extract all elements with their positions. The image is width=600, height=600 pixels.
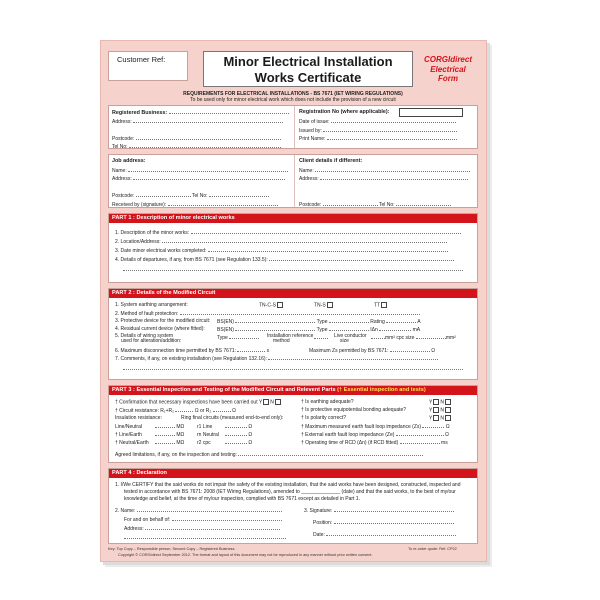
declaration-line-2: tested in accordance with BS 7671: 2008 (IET Wiring Regulations), amended to ______________ (date) and that the said works, to the best of my/our <box>124 489 456 495</box>
idn-field[interactable] <box>379 326 411 331</box>
earthing-label: 1. System earthing arrangement: <box>115 302 188 308</box>
declaration-line-3: knowledge and belief, at the time of my/our inspection, complied with BS 7671 except as detailed in Part 1. <box>124 496 360 502</box>
tns-label: TN-S <box>314 302 326 309</box>
zs-measured-label: † Maximum measured earth fault loop impedance (Zs) <box>301 424 422 430</box>
footer-key: Key: Top Copy – Responsible person. Second Copy – Registered Business. <box>108 547 236 551</box>
bonding-adequate-label: † Is protective equipotential bonding adequate? <box>301 407 407 413</box>
confirmation-label: † Confirmation that necessary inspections have been carried out <box>115 399 258 406</box>
disconnection-label: 6. Maximum disconnection time permitted by BS 7671: <box>115 348 236 354</box>
ring-final-label: Ring final circuits (measured end-to-end only): <box>181 415 284 421</box>
part1-item-1-field[interactable] <box>191 229 461 234</box>
comments-extra-line[interactable] <box>123 365 463 370</box>
reg-tel-field[interactable] <box>129 143 281 148</box>
rcd-label: 4. Residual current device (where fitted): <box>115 326 205 332</box>
part4-title: PART 4 : Declaration <box>109 469 477 478</box>
r1-line-field[interactable] <box>225 423 247 428</box>
client-postcode-label: Postcode: <box>299 202 322 208</box>
registered-business-field[interactable] <box>169 109 289 114</box>
rating-field[interactable] <box>386 318 416 323</box>
reg-postcode-label: Postcode: <box>112 136 135 142</box>
zs-measured-unit: Ω <box>445 424 450 430</box>
brand-logo <box>418 55 478 84</box>
confirm-no-checkbox[interactable] <box>275 399 281 405</box>
circuit-resistance-label: † Circuit resistance: R₁+R₂ <box>115 408 175 414</box>
brand-line-1: CORGIdirect <box>423 55 472 64</box>
r2-label: Ω or R₂ <box>194 408 212 414</box>
part1-item-2-field[interactable] <box>162 238 447 243</box>
job-postcode-field[interactable] <box>136 192 191 197</box>
polarity-no-checkbox[interactable] <box>445 415 451 421</box>
ze-unit: Ω <box>445 432 449 438</box>
rn-unit: Ω <box>248 432 253 438</box>
insulation-label: Insulation resistance: <box>115 415 162 421</box>
irm-field[interactable] <box>314 334 328 339</box>
brand-line-3: Form <box>438 74 458 83</box>
ze-label: † External earth fault loop impedance (Ze) <box>301 432 395 438</box>
decl-address-line-2[interactable] <box>124 534 286 539</box>
part1-item-4-field[interactable] <box>269 256 454 261</box>
client-address-label: Address: <box>299 176 319 182</box>
part1-item-1: 1. Description of the minor works: <box>115 230 190 236</box>
rcd-time-label: † Operating time of RCD (Δn) (if RCD fitted) <box>301 440 399 446</box>
r2-cpc-unit: Ω <box>248 440 253 446</box>
r2-cpc-field[interactable] <box>225 439 247 444</box>
zs-field[interactable] <box>390 347 430 352</box>
print-name-field[interactable] <box>327 135 457 140</box>
part1-panel <box>108 213 478 283</box>
rating-label: Rating <box>370 319 385 325</box>
reg-no-label: Registration No (where applicable): <box>299 109 390 115</box>
zs-measured-field[interactable] <box>422 423 444 428</box>
bsen-label: BS(EN) <box>217 319 234 325</box>
ma-unit: mA <box>412 327 421 333</box>
received-by-field[interactable] <box>168 201 278 206</box>
ms-unit: ms <box>441 440 448 446</box>
reg-tel-label: Tel No: <box>112 144 128 150</box>
line-earth-field[interactable] <box>155 431 175 436</box>
certificate-sheet <box>100 40 487 562</box>
behalf-label: For and on behalf of: <box>124 517 171 523</box>
agreed-limitations-field[interactable] <box>238 451 423 456</box>
wiring-label-2: used for alteration/addition: <box>121 338 182 344</box>
polarity-label: † Is polarity correct? <box>301 415 347 421</box>
client-tel-field[interactable] <box>396 201 451 206</box>
fault-protection-field[interactable] <box>180 310 420 315</box>
protective-device-label: 3. Protective device for the modified circuit: <box>115 318 211 324</box>
line-earth-unit: MΩ <box>176 432 185 438</box>
wiring-type-label: Type <box>217 335 228 341</box>
polarity-yes-checkbox[interactable] <box>433 415 439 421</box>
part1-item-2: 2. Location/Address: <box>115 239 161 245</box>
signature-label: 3. Signature: <box>304 508 333 514</box>
part1-title: PART 1 : Description of minor electrical works <box>109 214 477 223</box>
date-issue-label: Date of issue: <box>299 119 330 125</box>
part1-extra-line[interactable] <box>123 266 463 271</box>
wiring-label-1: 5. Details of wiring system <box>115 333 174 339</box>
earthing-no-checkbox[interactable] <box>445 399 451 405</box>
comments-label: 7. Comments, if any, on existing installation (see Regulation 132.16): <box>115 356 267 362</box>
polarity-yes-label: Y <box>429 415 433 422</box>
client-name-label: Name: <box>299 168 314 174</box>
agreed-limitations-label: Agreed limitations, if any, on the inspection and testing: <box>115 452 237 458</box>
position-label: Position: <box>313 520 333 526</box>
zs-label: Maximum Zs permitted by BS 7671: <box>309 348 389 354</box>
declaration-line-1: 1. I/We CERTIFY that the said works do not impair the safety of the existing installation, that the said works have been designed, constructed, inspected and <box>115 482 461 488</box>
type-field[interactable] <box>329 318 369 323</box>
client-tel-label: Tel No: <box>378 202 395 208</box>
received-by-label: Received by (signature): <box>112 202 167 208</box>
cpc-field[interactable] <box>416 334 446 339</box>
line-neutral-unit: MΩ <box>176 424 185 430</box>
position-field[interactable] <box>334 519 454 524</box>
job-tel-field[interactable] <box>209 192 269 197</box>
page-title <box>203 51 413 87</box>
reg-no-field[interactable] <box>399 108 463 117</box>
comments-field[interactable] <box>268 355 438 360</box>
customer-ref-box[interactable] <box>108 51 188 81</box>
lc-label-1: Live conductor <box>334 333 367 339</box>
rcd-bsen-label: BS(EN) <box>217 327 234 333</box>
tns-checkbox[interactable] <box>327 302 333 308</box>
confirm-yes-label: Y <box>258 399 263 406</box>
title-line-1: Minor Electrical Installation <box>223 54 393 69</box>
job-address-field-label: Address: <box>112 176 132 182</box>
decl-address-label: Address: <box>124 526 144 532</box>
bsen-field[interactable] <box>235 318 315 323</box>
print-name-label: Print Name: <box>299 136 326 142</box>
reg-address-label: Address: <box>112 119 132 125</box>
neutral-earth-field[interactable] <box>155 439 175 444</box>
tncs-checkbox[interactable] <box>277 302 283 308</box>
client-address-field[interactable] <box>320 175 468 180</box>
part2-panel <box>108 288 478 380</box>
registered-business-label: Registered Business: <box>112 110 168 116</box>
job-name-field[interactable] <box>128 167 288 172</box>
reg-address-field[interactable] <box>133 118 283 123</box>
issued-by-label: Issued by: <box>299 128 322 134</box>
bonding-yes-checkbox[interactable] <box>433 407 439 413</box>
rcd-type-field[interactable] <box>329 326 369 331</box>
mm2-unit: mm² <box>385 335 395 341</box>
rn-neutral-field[interactable] <box>225 431 247 436</box>
neutral-earth-label: † Neutral/Earth <box>115 440 149 446</box>
part4-panel <box>108 468 478 544</box>
polarity-no-label: N <box>440 415 444 422</box>
customer-ref-label: Customer Ref: <box>117 55 166 64</box>
part1-item-3: 3. Date minor electrical works completed: <box>115 248 207 254</box>
decl-date-field[interactable] <box>326 531 456 536</box>
job-name-label: Name: <box>112 168 127 174</box>
neutral-earth-unit: MΩ <box>176 440 185 446</box>
tncs-label: TN-C-S <box>259 302 276 309</box>
panel-divider <box>294 106 295 148</box>
ze-field[interactable] <box>396 431 444 436</box>
client-postcode-field[interactable] <box>323 201 378 206</box>
client-details-label: Client details if different: <box>299 158 363 164</box>
type-label: Type <box>316 319 328 325</box>
rcd-bsen-field[interactable] <box>235 326 315 331</box>
client-name-field[interactable] <box>315 167 470 172</box>
r2-cpc-label: r2 cpc <box>197 440 211 446</box>
earthing-adequate-label: † Is earthing adequate? <box>301 399 354 405</box>
part2-title: PART 2 : Details of the Modified Circuit <box>109 289 477 298</box>
r2-unit: Ω <box>232 408 236 414</box>
part3-title-note: († Essential inspection and tests) <box>337 387 426 393</box>
mm2b-unit: mm² <box>445 335 456 341</box>
job-address-label: Job address: <box>112 158 146 164</box>
amp-unit: A <box>417 319 421 325</box>
job-postcode-label: Postcode: <box>112 193 135 199</box>
lc-label-2: size <box>340 338 349 344</box>
r1r2-field[interactable] <box>175 407 193 412</box>
registered-business-panel <box>108 105 478 149</box>
bonding-no-label: N <box>440 407 444 414</box>
disconnection-field[interactable] <box>237 347 265 352</box>
decl-date-label: Date: <box>313 532 325 538</box>
part1-item-4: 4. Details of departures, if any, from BS 7671 (see Regulation 133.5): <box>115 257 268 263</box>
rcd-time-field[interactable] <box>400 439 440 444</box>
requirements-heading <box>168 91 418 103</box>
part1-item-3-field[interactable] <box>208 247 448 252</box>
behalf-field[interactable] <box>172 516 282 521</box>
rn-neutral-label: rn Neutral <box>197 432 219 438</box>
bonding-no-checkbox[interactable] <box>445 407 451 413</box>
s-unit: s <box>266 348 270 354</box>
part3-panel <box>108 385 478 463</box>
title-line-2: Works Certificate <box>254 70 362 85</box>
bonding-yes-label: Y <box>429 407 433 414</box>
cpc-label: cpc size <box>396 335 415 341</box>
earthing-no-label: N <box>440 399 444 406</box>
requirements-text: REQUIREMENTS FOR ELECTRICAL INSTALLATIONS - BS 7671 (IET WIRING REGULATIONS) <box>183 91 403 97</box>
fault-protection-label: 2. Method of fault protection: <box>115 311 179 317</box>
decl-name-field[interactable] <box>137 507 282 512</box>
confirm-yes-checkbox[interactable] <box>263 399 269 405</box>
signature-field[interactable] <box>334 507 454 512</box>
earthing-yes-label: Y <box>429 399 433 406</box>
job-address-panel <box>108 154 478 208</box>
confirm-no-label: N <box>270 399 274 406</box>
certificate-form <box>108 47 478 557</box>
rcd-type-label: Type <box>316 327 328 333</box>
irm-label-2: method <box>273 338 290 344</box>
date-issue-field[interactable] <box>331 118 456 123</box>
part3-title-text: PART 3 : Essential Inspection and Testing of the Modified Circuit and Relevent Parts <box>112 387 336 393</box>
irm-label-1: Installation reference <box>267 333 314 339</box>
wiring-type-field[interactable] <box>229 334 259 339</box>
footer-copyright: Copyright © CORGIdirect September 2012. The format and layout of this document may not be reproduced in any manner without prior written consent. <box>118 553 373 557</box>
line-neutral-label: Line/Neutral <box>115 424 142 430</box>
issued-by-field[interactable] <box>323 127 457 132</box>
idn-label: IΔn <box>370 327 378 333</box>
panel-divider <box>294 155 295 207</box>
job-tel-label: Tel No: <box>191 193 208 199</box>
earthing-yes-checkbox[interactable] <box>433 399 439 405</box>
line-earth-label: † Line/Earth <box>115 432 142 438</box>
part3-title <box>109 386 477 395</box>
r1-line-label: r1 Line <box>197 424 213 430</box>
lc-field[interactable] <box>371 334 385 339</box>
requirements-subtext: To be used only for minor electrical work which does not include the provision of a new circuit <box>190 97 396 103</box>
tt-label: TT <box>374 302 381 309</box>
reg-postcode-field[interactable] <box>136 135 281 140</box>
decl-address-field[interactable] <box>145 525 280 530</box>
job-address-field[interactable] <box>133 175 285 180</box>
r2-field[interactable] <box>213 407 231 412</box>
footer-order: To re-order quote: Ref. CP22 <box>408 547 457 551</box>
line-neutral-field[interactable] <box>155 423 175 428</box>
tt-checkbox[interactable] <box>381 302 387 308</box>
r1-unit: Ω <box>248 424 253 430</box>
decl-name-label: 2. Name: <box>115 508 136 514</box>
ohm-unit: Ω <box>431 348 436 354</box>
brand-line-2: Electrical <box>430 64 466 74</box>
